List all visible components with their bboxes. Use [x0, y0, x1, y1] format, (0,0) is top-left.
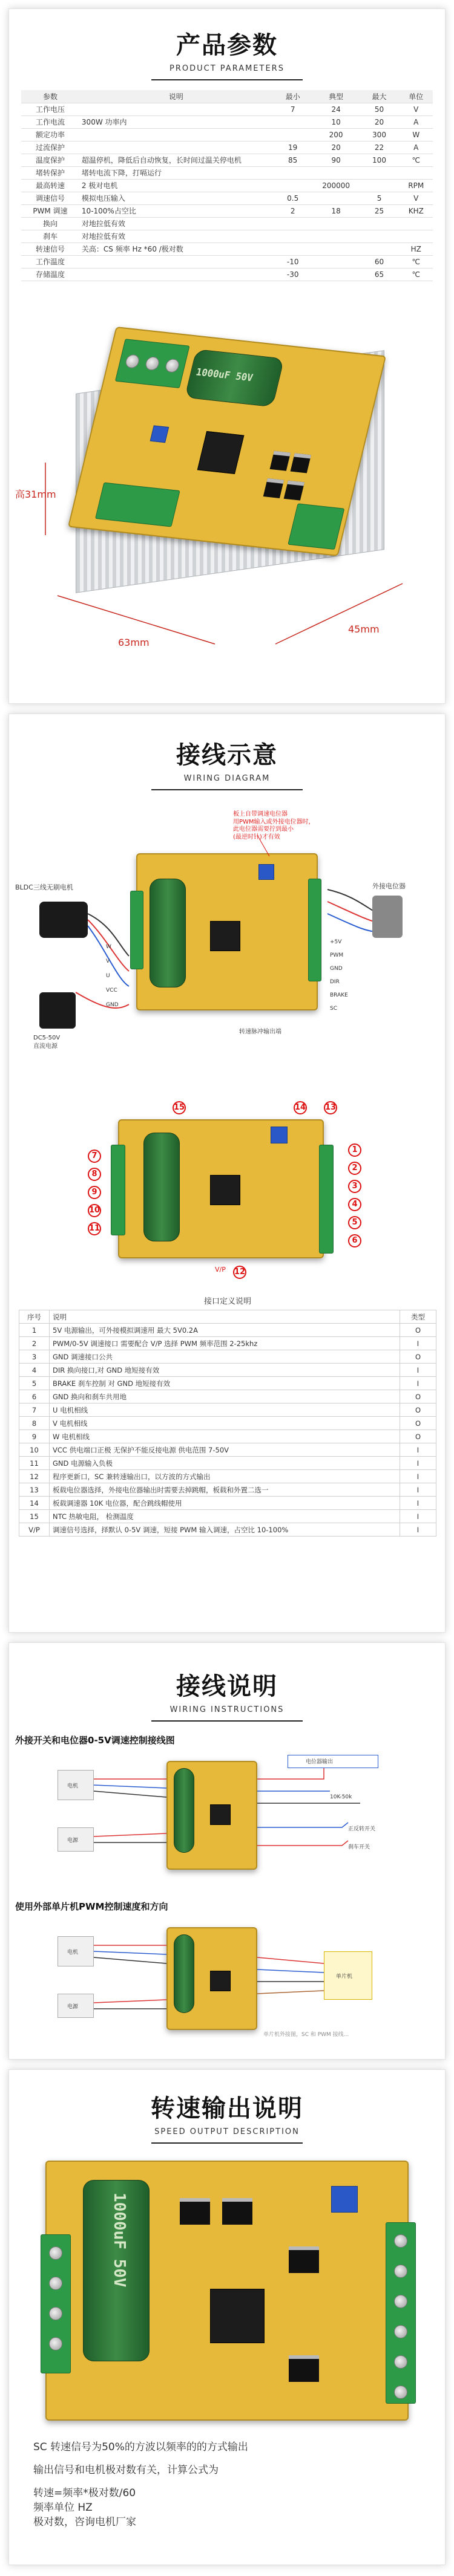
speed-line-3: 转速=频率*极对数/60	[33, 2487, 136, 2499]
instructions-title: 接线说明	[176, 1673, 278, 1700]
spec-row	[21, 179, 433, 192]
diagram-switch-pot	[45, 1755, 409, 1873]
board-photo-3d	[15, 281, 421, 668]
iface-cell: 4	[19, 1364, 50, 1377]
spec-row	[21, 192, 433, 204]
spec-cell: -30	[273, 268, 313, 281]
interface-table	[19, 1310, 436, 1537]
spec-cell: KHZ	[400, 204, 433, 217]
spec-cell: 5	[359, 192, 399, 204]
spec-cell: HZ	[400, 242, 433, 255]
iface-cell: I	[400, 1457, 436, 1470]
spec-header-cell: 单位	[400, 90, 433, 103]
iface-header-cell: 说明	[50, 1310, 400, 1324]
speed-pulse-note: 转速脉冲输出端	[239, 1029, 281, 1035]
spec-row	[21, 166, 433, 179]
spec-cell: 转速信号	[21, 242, 79, 255]
onboard-potentiometer	[271, 1127, 288, 1143]
pin-number-marker: 3	[348, 1180, 361, 1193]
pin-number-marker: 7	[88, 1150, 101, 1163]
interface-table-title: 接口定义说明	[203, 1297, 251, 1306]
iface-row	[19, 1523, 436, 1537]
spec-header-cell: 说明	[79, 90, 273, 103]
spec-cell	[400, 230, 433, 242]
spec-row	[21, 128, 433, 141]
spec-cell	[359, 179, 399, 192]
spec-cell: 过流保护	[21, 141, 79, 154]
spec-cell: 20	[313, 141, 360, 154]
speed-line-1: SC 转速信号为50%的方波以频率的的方式输出	[33, 2441, 248, 2453]
vp-label: V/P	[215, 1266, 226, 1273]
spec-cell: 堵转电流下降，打嗝运行	[79, 166, 273, 179]
spec-cell	[400, 166, 433, 179]
iface-cell: BRAKE 刹车控制 对 GND 地短接有效	[50, 1377, 400, 1390]
mosfet	[289, 2246, 319, 2273]
pin-number-marker: 5	[348, 1216, 361, 1229]
iface-cell: V/P	[19, 1523, 50, 1537]
iface-cell: I	[400, 1470, 436, 1483]
iface-cell: 3	[19, 1350, 50, 1364]
pin-number-marker: 10	[88, 1204, 101, 1217]
pin-number-marker: 1	[348, 1143, 361, 1157]
spec-cell: ℃	[400, 268, 433, 281]
spec-cell: 65	[359, 268, 399, 281]
spec-header-cell: 最大	[359, 90, 399, 103]
iface-cell: DIR 换向接口,对 GND 地短接有效	[50, 1364, 400, 1377]
spec-cell	[79, 103, 273, 115]
spec-row	[21, 154, 433, 166]
dimension-width: 45mm	[348, 623, 380, 635]
iface-row	[19, 1483, 436, 1497]
iface-cell: U 电机相线	[50, 1403, 400, 1417]
signal-terminal-label: GND	[330, 966, 343, 972]
iface-cell: 板载电位器选择，外接电位器输出时需要去掉跳帽，板载和外置二选一	[50, 1483, 400, 1497]
iface-cell: I	[400, 1377, 436, 1390]
iface-cell: GND 调速接口公共	[50, 1350, 400, 1364]
mosfet	[180, 2198, 210, 2225]
mosfet	[222, 2198, 252, 2225]
instructions-subtitle: WIRING INSTRUCTIONS	[169, 1705, 285, 1714]
spec-cell: 工作温度	[21, 255, 79, 268]
terminal-screw	[394, 2325, 407, 2338]
spec-cell	[359, 230, 399, 242]
spec-cell	[313, 192, 360, 204]
pcb-board	[118, 1119, 324, 1258]
spec-header-cell: 参数	[21, 90, 79, 103]
pin-number-marker: 2	[348, 1162, 361, 1175]
spec-cell	[79, 255, 273, 268]
signal-terminal-label: BRAKE	[330, 992, 348, 998]
external-pot	[372, 896, 403, 938]
terminal-screw	[49, 2277, 62, 2290]
spec-cell	[359, 242, 399, 255]
iface-cell: 1	[19, 1324, 50, 1337]
terminal-screw	[394, 2295, 407, 2308]
power-label: 电源	[67, 1838, 79, 1844]
spec-cell: 300W 功率内	[79, 115, 273, 128]
iface-row	[19, 1497, 436, 1510]
iface-cell: 11	[19, 1457, 50, 1470]
iface-cell: O	[400, 1350, 436, 1364]
motor-terminal-label: V	[106, 958, 110, 964]
spec-cell: 关高：CS 频率 Hz *60 /极对数	[79, 242, 273, 255]
diagram1-wires	[45, 1755, 409, 1873]
spec-cell: 200000	[313, 179, 360, 192]
spec-cell	[359, 217, 399, 230]
power-adapter	[39, 992, 76, 1029]
signal-terminal-label: DIR	[330, 979, 340, 985]
spec-cell: 额定功率	[21, 128, 79, 141]
spec-row	[21, 255, 433, 268]
terminal-screw	[49, 2337, 62, 2350]
signal-terminal-label: SC	[330, 1006, 337, 1012]
spec-cell: 换向	[21, 217, 79, 230]
spec-cell: 100	[359, 154, 399, 166]
iface-header-row	[19, 1310, 436, 1324]
params-title: 产品参数	[176, 31, 278, 59]
pot-label: 外接电位器	[372, 882, 406, 890]
spec-cell: 60	[359, 255, 399, 268]
spec-cell: 50	[359, 103, 399, 115]
wiring-title: 接线示意	[176, 741, 278, 769]
pin-number-marker: 9	[88, 1186, 101, 1199]
spec-cell	[273, 230, 313, 242]
iface-cell: V 电机相线	[50, 1417, 400, 1430]
spec-cell: -10	[273, 255, 313, 268]
iface-cell: 5V 电源输出，可外接模拟调速用 最大 5V0.2A	[50, 1324, 400, 1337]
spec-cell: 存储温度	[21, 268, 79, 281]
wiring-diagram-panel	[8, 714, 446, 1633]
product-params-panel	[8, 8, 446, 704]
pin-number-marker: 13	[324, 1101, 337, 1114]
spec-cell: 2 极对电机	[79, 179, 273, 192]
pin-number-marker: 4	[348, 1198, 361, 1211]
spec-cell: 超温停机，降低后自动恢复，长时间过温关停电机	[79, 154, 273, 166]
motor-terminal-label: W	[106, 944, 111, 950]
motor-label: BLDC三线无刷电机	[15, 883, 73, 891]
spec-cell	[79, 268, 273, 281]
iface-cell: I	[400, 1523, 436, 1537]
spec-cell: A	[400, 141, 433, 154]
speed-line-5: 极对数，咨询电机厂家	[33, 2516, 136, 2528]
params-subtitle: PRODUCT PARAMETERS	[169, 64, 285, 73]
iface-row	[19, 1443, 436, 1457]
title-divider	[151, 1720, 303, 1722]
diagram2-wires	[45, 1921, 409, 2039]
wiring-schematic	[15, 811, 439, 1095]
iface-row	[19, 1430, 436, 1443]
iface-row	[19, 1377, 436, 1390]
iface-cell: GND 换向和刹车共用地	[50, 1390, 400, 1403]
spec-cell: 200	[313, 128, 360, 141]
pin-number-marker: 15	[173, 1101, 186, 1114]
spec-header-row	[21, 90, 433, 103]
pot-box-label: 电位器输出	[306, 1759, 334, 1765]
spec-cell: 22	[359, 141, 399, 154]
iface-cell: W 电机相线	[50, 1430, 400, 1443]
motor-terminal-label: VCC	[106, 987, 117, 994]
wiring-instructions-panel	[8, 1642, 446, 2060]
spec-cell: 调速信号	[21, 192, 79, 204]
terminal-screw	[49, 2307, 62, 2320]
spec-cell: PWM 调速	[21, 204, 79, 217]
power-note: 直流电源	[33, 1043, 58, 1050]
speed-output-panel	[8, 2069, 446, 2565]
switch1-label: 正反转开关	[348, 1826, 376, 1832]
spec-cell	[313, 255, 360, 268]
spec-cell: 对地拉低有效	[79, 217, 273, 230]
spec-cell	[273, 128, 313, 141]
motor-label: 电机	[67, 1783, 79, 1789]
spec-row	[21, 204, 433, 217]
iface-header-cell: 类型	[400, 1310, 436, 1324]
iface-cell: GND 电源输入负极	[50, 1457, 400, 1470]
iface-cell: I	[400, 1337, 436, 1350]
spec-cell: 10	[313, 115, 360, 128]
spec-row	[21, 230, 433, 242]
iface-cell: 14	[19, 1497, 50, 1510]
spec-cell	[273, 217, 313, 230]
speed-line-2: 输出信号和电机极对数有关，计算公式为	[33, 2464, 219, 2476]
title-divider	[151, 789, 303, 790]
spec-row	[21, 103, 433, 115]
spec-cell: 刹车	[21, 230, 79, 242]
spec-cell	[273, 242, 313, 255]
spec-cell	[313, 166, 360, 179]
iface-cell: O	[400, 1430, 436, 1443]
electrolytic-capacitor: 1000uF 50V	[185, 349, 285, 407]
diagram-mcu-pwm	[45, 1921, 409, 2039]
spec-cell	[79, 141, 273, 154]
controller-chip	[210, 2289, 265, 2343]
diagram1-heading: 外接开关和电位器0-5V调速控制接线图	[15, 1735, 175, 1746]
spec-cell	[273, 166, 313, 179]
motor-label: 电机	[67, 1950, 79, 1956]
spec-row	[21, 242, 433, 255]
onboard-potentiometer	[331, 2186, 358, 2213]
spec-cell: 工作电流	[21, 115, 79, 128]
signal-terminal-label: PWM	[330, 952, 344, 958]
spec-header-cell: 典型	[313, 90, 360, 103]
iface-cell: 5	[19, 1377, 50, 1390]
spec-header-cell: 最小	[273, 90, 313, 103]
iface-cell: 10	[19, 1443, 50, 1457]
dimension-height: 高31mm	[15, 489, 56, 500]
speed-subtitle: SPEED OUTPUT DESCRIPTION	[154, 2127, 300, 2136]
title-divider	[151, 2142, 303, 2144]
spec-cell: A	[400, 115, 433, 128]
iface-cell: 7	[19, 1403, 50, 1417]
iface-cell: VCC 供电端口正极 无保护不能反接电源 供电范围 7-50V	[50, 1443, 400, 1457]
iface-cell: NTC 热敏电阻， 检测温度	[50, 1510, 400, 1523]
wiring-subtitle: WIRING DIAGRAM	[183, 774, 271, 783]
spec-cell: 工作电压	[21, 103, 79, 115]
iface-cell: 6	[19, 1390, 50, 1403]
title-divider	[151, 79, 303, 80]
pin-number-marker: 11	[88, 1222, 101, 1235]
spec-cell	[359, 166, 399, 179]
dimension-lines	[33, 281, 421, 668]
iface-row	[19, 1390, 436, 1403]
spec-cell: ℃	[400, 255, 433, 268]
power-label: DC5-50V	[33, 1035, 61, 1041]
iface-cell: O	[400, 1417, 436, 1430]
terminal-block-right	[319, 1145, 334, 1254]
mcu-label: 单片机	[336, 1974, 353, 1980]
spec-cell: 10-100%占空比	[79, 204, 273, 217]
iface-cell: I	[400, 1497, 436, 1510]
iface-row	[19, 1403, 436, 1417]
controller-chip	[210, 1175, 240, 1205]
spec-cell: 7	[273, 103, 313, 115]
spec-cell: 25	[359, 204, 399, 217]
spec-cell	[313, 268, 360, 281]
spec-table	[21, 90, 433, 281]
electrolytic-capacitor	[143, 1133, 180, 1241]
spec-cell	[400, 217, 433, 230]
iface-cell: 13	[19, 1483, 50, 1497]
pin-number-marker: 12	[233, 1266, 246, 1279]
iface-row	[19, 1417, 436, 1430]
iface-cell: PWM/0-5V 调速接口 需要配合 V/P 选择 PWM 频率范围 2-25khz	[50, 1337, 400, 1350]
dimension-length: 63mm	[118, 637, 150, 648]
iface-row	[19, 1350, 436, 1364]
spec-cell: V	[400, 192, 433, 204]
spec-cell: 0.5	[273, 192, 313, 204]
iface-row	[19, 1364, 436, 1377]
motor-terminal-label: U	[106, 973, 110, 979]
iface-row	[19, 1324, 436, 1337]
spec-cell	[79, 128, 273, 141]
iface-cell: 板载调速器 10K 电位器，配合跳线帽使用	[50, 1497, 400, 1510]
iface-row	[19, 1470, 436, 1483]
spec-row	[21, 141, 433, 154]
spec-cell	[273, 115, 313, 128]
resistor-label: 10K-50k	[330, 1794, 352, 1800]
iface-cell: I	[400, 1364, 436, 1377]
terminal-screw	[394, 2265, 407, 2278]
spec-cell	[313, 230, 360, 242]
terminal-screw	[394, 2386, 407, 2399]
speed-title: 转速输出说明	[151, 2095, 303, 2122]
wires	[15, 811, 439, 1095]
spec-cell: V	[400, 103, 433, 115]
speed-line-4: 频率单位 HZ	[33, 2502, 93, 2514]
iface-cell: I	[400, 1483, 436, 1497]
pin-number-marker: 6	[348, 1234, 361, 1247]
iface-cell: O	[400, 1324, 436, 1337]
iface-cell: O	[400, 1403, 436, 1417]
spec-cell: 模拟电压输入	[79, 192, 273, 204]
iface-cell: I	[400, 1510, 436, 1523]
mosfet	[289, 2355, 319, 2382]
iface-row	[19, 1510, 436, 1523]
pcb-board-large	[45, 2161, 409, 2421]
spec-row	[21, 115, 433, 128]
spec-cell	[313, 242, 360, 255]
spec-cell	[273, 179, 313, 192]
terminal-screw	[394, 2355, 407, 2369]
iface-row	[19, 1337, 436, 1350]
electrolytic-capacitor: 1000uF 50V	[83, 2180, 150, 2361]
terminal-screw	[49, 2246, 62, 2260]
iface-cell: I	[400, 1443, 436, 1457]
diagram2-note: 单片机外接图，SC 和 PWM 接线...	[263, 2032, 349, 2038]
iface-cell: 程序更新口，SC 兼转速输出口，以方波的方式输出	[50, 1470, 400, 1483]
spec-cell: 85	[273, 154, 313, 166]
spec-cell: 18	[313, 204, 360, 217]
pot-note: 板上自带调速电位器 用PWM输入或外接电位器时， 此电位器需要拧到最小 (最逆时针)才有效	[233, 811, 315, 841]
spec-cell: 温度保护	[21, 154, 79, 166]
spec-cell: 最高转速	[21, 179, 79, 192]
spec-cell: W	[400, 128, 433, 141]
spec-cell: 19	[273, 141, 313, 154]
spec-cell: 堵转保护	[21, 166, 79, 179]
terminal-block-left	[111, 1145, 125, 1235]
switch2-label: 刹车开关	[348, 1844, 370, 1850]
signal-terminal-label: +5V	[330, 939, 342, 945]
diagram2-heading: 使用外部单片机PWM控制速度和方向	[15, 1901, 168, 1912]
iface-cell: 9	[19, 1430, 50, 1443]
pin-number-marker: 8	[88, 1168, 101, 1181]
spec-cell: 24	[313, 103, 360, 115]
spec-cell: RPM	[400, 179, 433, 192]
spec-cell: 20	[359, 115, 399, 128]
numbered-board-figure	[70, 1101, 384, 1283]
spec-cell: 2	[273, 204, 313, 217]
iface-cell: 12	[19, 1470, 50, 1483]
spec-cell: 300	[359, 128, 399, 141]
iface-cell: 8	[19, 1417, 50, 1430]
spec-cell: 对地拉低有效	[79, 230, 273, 242]
iface-header-cell: 序号	[19, 1310, 50, 1324]
power-label: 电源	[67, 2004, 79, 2010]
spec-row	[21, 268, 433, 281]
pin-number-marker: 14	[294, 1101, 307, 1114]
spec-row	[21, 217, 433, 230]
iface-cell: 15	[19, 1510, 50, 1523]
terminal-block-right	[386, 2222, 416, 2404]
iface-cell: 调速信号选择，择默认 0-5V 调速，短接 PWM 输入调速，占空比 10-100%	[50, 1523, 400, 1537]
iface-cell: O	[400, 1390, 436, 1403]
terminal-screw	[394, 2234, 407, 2248]
spec-cell: 90	[313, 154, 360, 166]
spec-cell	[313, 217, 360, 230]
bldc-motor	[39, 902, 88, 938]
iface-row	[19, 1457, 436, 1470]
iface-cell: 2	[19, 1337, 50, 1350]
motor-terminal-label: GND	[106, 1002, 119, 1008]
spec-cell: ℃	[400, 154, 433, 166]
